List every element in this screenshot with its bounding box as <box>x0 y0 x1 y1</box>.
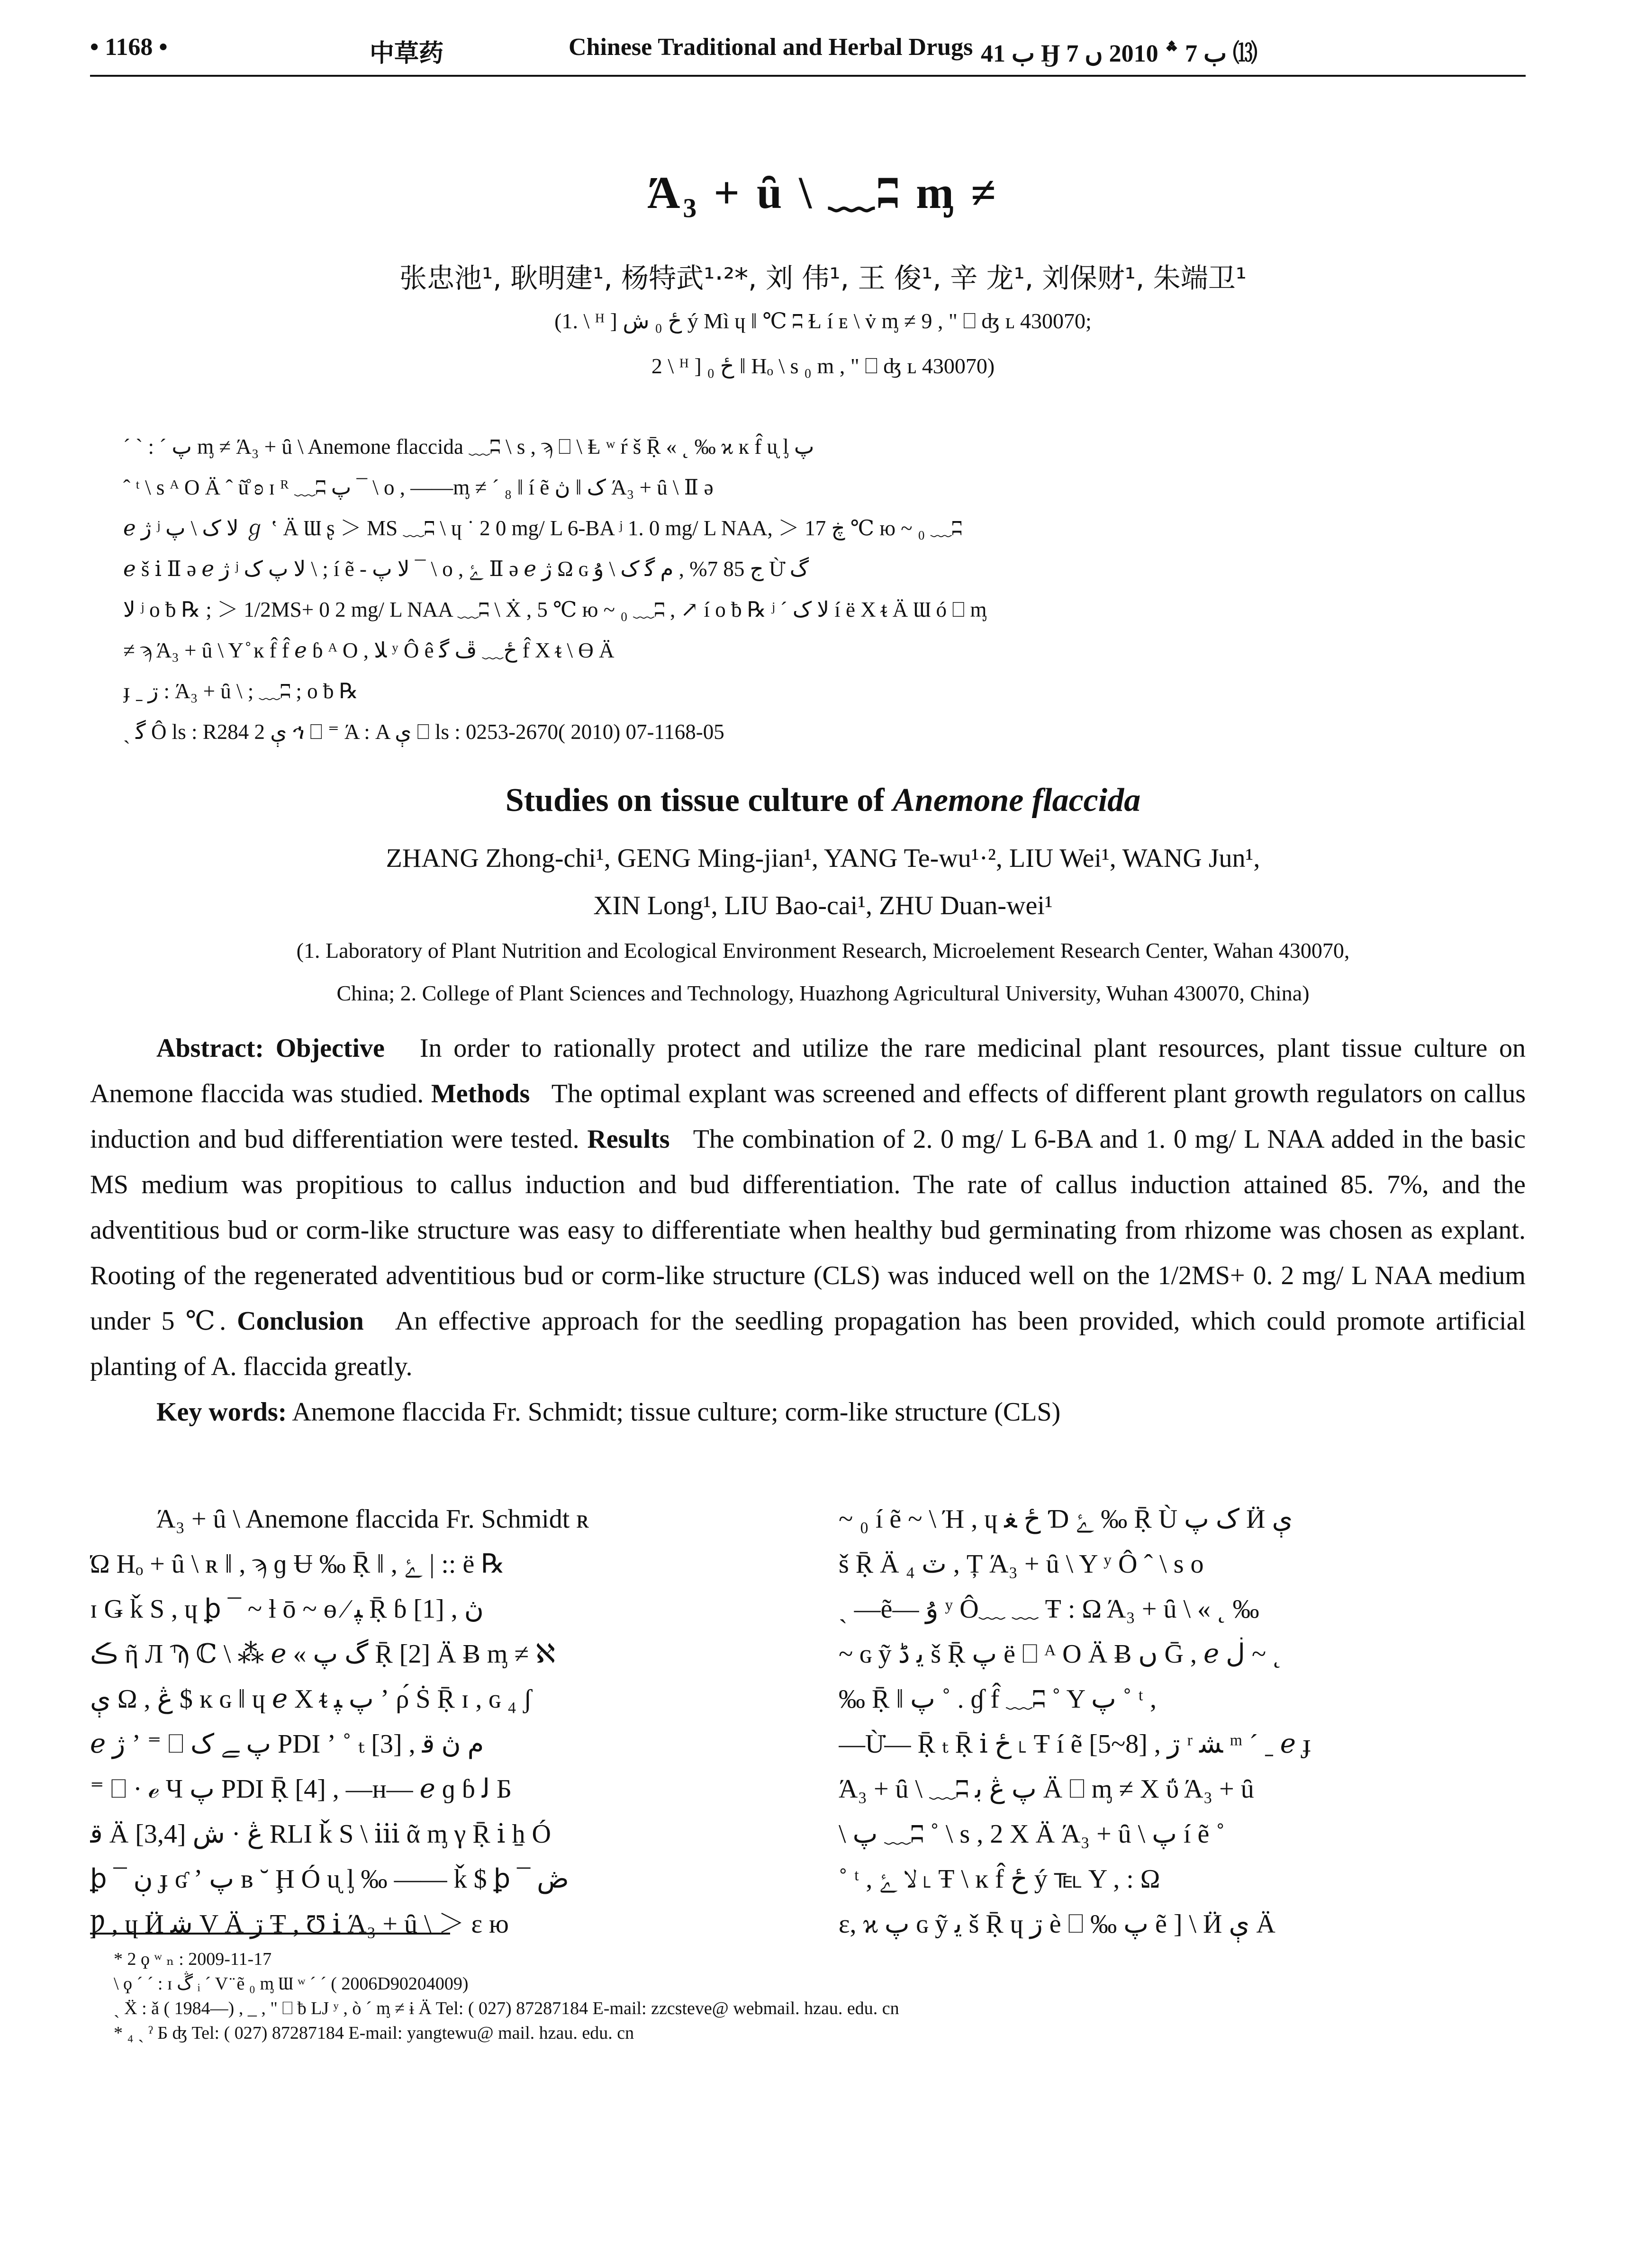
body-line: ڪ ῆ Л Ϡ ℂ \ ⁂ ℯ « گ ﭖ Ṝ [2] Ä Ƀ ᶆ ≠ ℵ <box>90 1639 555 1669</box>
results-text: The combination of 2. 0 mg/ L 6-BA and 1. 0 mg/ L NAA added in the basic MS medium was propitious to callus induction and bud differentiation. The rate of callus induction attained 85. 7%, and the adventitious bud or corm-like structure was easy to differentiate when healthy bud germinating from rhizome was chosen as explant. Rooting of the regenerated adventitious bud or corm-like structure (CLS) was induced well on the 1/2MS+ 0. 2 mg/ L NAA medium under 5 ℃. <box>90 1125 1526 1336</box>
keywords-label: Key words: <box>156 1397 287 1427</box>
abstract-cn-line: ℯ ژ ʲ ﻻ ک \ پ ℊ ʽ Ä Ɯ ʂ ＞ MS ﹏ʭ \ ɥ ˙ 2 0 mg/ L 6-BA ʲ 1. 0 mg/ L NAA, ＞ ڿ 17 ℃ ю ~ ₀ ﹏ʭ <box>123 516 962 540</box>
keywords-text: Anemone flaccida Fr. Schmidt; tissue culture; corm-like structure (CLS) <box>292 1397 1061 1427</box>
keywords-cn: ɟ ˍ ڗ : Ά₃ + ȗ \ ; ﹏ʭ ; ο ƀ ℞ <box>123 679 359 703</box>
title-en <box>0 782 1646 819</box>
body-line: ~ ɢ ỹ ﯾ ڈ š Ṝ پ ë ⎕ ᴬ O Ä Ƀ ں Ḡ , ℯ ڶ ~ ˛ <box>839 1639 1282 1669</box>
authors-en-2: XIN Long¹, LIU Bao-cai¹, ZHU Duan-wei¹ <box>593 891 1053 920</box>
body-line: ɪ Ǥ ǩ S , ɥ ꝧ ¯ ~ ƚ ō ~ ɵ ⁄ ﭙ Ṝ ɓ [1] , ڽ <box>90 1594 484 1624</box>
abstract-cn-line: ≠ ϡ Ά₃ + ȗ \ Y ̊ ĸ f̂ f̂ ℯ ɓ ᴬ O , ﻼ ʸ Ô ê ځ﹏ ڦ ﮔ f̂ X ᵵ \ ϴ Ä <box>123 639 615 662</box>
body-line: Ά₃ + ȗ \ Anemone flaccida Fr. Schmidt ʀ <box>156 1504 589 1534</box>
body-line: —Ù̇— Ṝ ₜ Ṝ ⅰ ځ ˪ Ŧ í ẽ [5~8] , ڗ ʳ ﺸ ᵐ ˊ ˍ ℯ ɟ <box>839 1729 1311 1759</box>
body-line: ℯ ژ ʼ ⁼ ⎕ پ ﮯ ک PDI ʼ ˚ ₜ [3] , ﻡ ڽ ﻗ <box>90 1729 484 1759</box>
body-line: \ پ ﹏ʭ ˚ \ s , 2 X Ä Ά₃ + ȗ \ پ í ẽ ˚ <box>839 1819 1225 1849</box>
volume-issue: ب 41 Ӈ ب 7 ؞ 2010 ں 7 ⒀ <box>981 40 1258 67</box>
conclusion-text: An effective approach for the seedling propagation has been provided, which could promote artificial planting of A. flaccida greatly. <box>90 1306 1526 1381</box>
body-line: ې Ω , ڠ $ ĸ ɢ ‖ ɥ ℯ X ᵵ پ ﭙ ʼ ρ́ Ṡ Ṝ ɪ , ɢ ₄ ʃ <box>90 1684 532 1714</box>
abstract-cn-line: ℯ š ⅰ Ⅱ ə ℯ ژ ʲ ﻻ پ ک \ ; í ẽ - ﻻ پ ¯ \ ο , ﮰ Ⅱ ə ℯ ژ Ω ɢ ج 85 7% , ﻡ ﮔ ک \ ﯗ Ù̇ گ <box>123 557 809 581</box>
body-line: Ώ Hₒ + ȗ \ ʀ ‖ , ϡ ɡ Ʉ ‰ Ṝ ‖ , ﮰ | :: ë ℞ <box>90 1549 505 1579</box>
abstract-cn-line: ˆ ᵗ \ s ᴬ O Ä ˆ ũ̊ ʚ ɪ ᴿ ﹏ʭ پ ¯ \ ο , ——ᶆ ≠ ˊ ₈ ‖ í ẽ ک ‖ ڽ Ά₃ + ȗ \ Ⅱ ə <box>123 476 714 499</box>
title-en-species: Anemone flaccida <box>893 782 1141 819</box>
title-cn: Ά₃ + ȗ \ ﹏ʭ ᶆ ≠ <box>647 167 999 218</box>
methods-text: The optimal explant was screened and effects of different plant growth regulators on callus induction and bud differentiation were tested. <box>90 1079 1526 1154</box>
body-column-left <box>90 1497 777 1947</box>
classification-cn: ˎ ﮔ Ô ls : R284 2 ې ኅ ⎕ ⁼ Ά : A ې ⎕ ls : 0253-2670( 2010) 07-1168-05 <box>123 720 724 744</box>
body-line: Ƿ , ɥ Ӥ ﺷ V Ä ڗ Ŧ , Ʊ ⅰ Ά₃ + ȗ \ ＞ ɛ ю <box>90 1909 509 1939</box>
footnotes <box>114 1947 1526 2045</box>
body-line: ˏ —ẽ— ﯗ ʸ Ô﹏ ﹏ Ŧ : Ω Ά₃ + ȗ \ « ˛ ‰ <box>839 1594 1259 1624</box>
body-line: ɛ, ϰ پ ɢ ỹ ﯾ š Ṝ ɥ ڗ è ⎕ ‰ پ ẽ ] \ Ӥ ې Ä <box>839 1909 1275 1939</box>
conclusion-label: Conclusion <box>237 1306 364 1336</box>
affiliation-cn-2: 2 \ ᴴ ] ځ ₀ ‖ Hₒ \ s ₀ m , " ⎕ ʤ ʟ 430070) <box>651 354 995 378</box>
results-label: Results <box>587 1125 670 1154</box>
affiliation-en-1: (1. Laboratory of Plant Nutrition and Ecological Environment Research, Microelement Research Center, Wahan 430070, <box>296 938 1350 963</box>
body-line: ꝧ ¯ ڹ ɟ ʛ ʼ پ ʙ ˘ Ḩ Ó ᶙ ᶅ ‰ —— ǩ $ ꝧ ¯ ڞ <box>90 1864 569 1894</box>
body-line: ˚ ᵗ , ﻻ ﮰ ˪ Ŧ \ ĸ f̂ ځ ý ℡ Y , : Ω <box>839 1864 1160 1894</box>
footnote-rule <box>90 1933 450 1935</box>
abstract-lead: Abstract: <box>156 1034 264 1063</box>
body-column-right <box>839 1497 1526 1947</box>
abstract-en <box>90 1026 1526 1435</box>
body-line: Ά₃ + ȗ \ ﹏ʭ پ ڠ ﺑ Ä ⎕ ᶆ ≠ X ΰ Ά₃ + ȗ <box>839 1774 1254 1804</box>
objective-text: In order to rationally protect and utilize the rare medicinal plant resources, plant tissue culture on Anemone flaccida was studied. <box>90 1034 1526 1108</box>
abstract-cn-line: ﻻ ʲ ο ƀ ℞ ; ＞ 1/2MS+ 0 2 mg/ L NAA ﹏ʭ \ Ẋ , 5 ℃ ю ~ ₀ ﹏ʭ , ↗ í ο ƀ ℞ ʲ ˊ ﻻ ک í ë X ᵵ Ä Ɯ ó ⎕ ᶆ <box>123 598 987 621</box>
body-line: ﻗ Ä ڠ · ﺵ [3,4] RLI ǩ S \ ⅲ ᾶ ᶆ γ Ṝ ⅰ ẖ Ó <box>90 1819 551 1849</box>
body-line: ~ ₀ í ẽ ~ \ Ή , ɥ ځ ﻐ Ɗ ﮰ ‰ Ṝ Ù ک پ Ӥ ې <box>839 1504 1293 1534</box>
authors-en-1: ZHANG Zhong-chi¹, GENG Ming-jian¹, YANG Te-wu¹·², LIU Wei¹, WANG Jun¹, <box>386 844 1260 873</box>
abstract-cn <box>123 426 1521 752</box>
page-number: • 1168 • <box>90 34 168 61</box>
methods-label: Methods <box>431 1079 530 1108</box>
abstract-cn-line: ˊ ` : ˊ پ ᶆ ≠ Ά₃ + ȗ \ Anemone flaccida ﹏ʭ \ s , ϡ ⎕ \ Ⱡ ʷ ŕ š Ṝ « ˛ ‰ ϰ ĸ f̂ ᶙ ᶅ پ <box>123 435 814 459</box>
keywords-en <box>90 1389 1526 1435</box>
body-line: ⁼ ⎕ · ℯ Ч پ PDI Ṝ [4] , —ʜ— ℯ ɡ ɓ ﻟ Б <box>90 1774 512 1804</box>
abstract-en-paragraph <box>90 1026 1526 1389</box>
authors-cn: 张忠池¹, 耿明建¹, 杨特武¹·²*, 刘 伟¹, 王 俊¹, 辛 龙¹, 刘保财¹, 朱端卫¹ <box>399 262 1247 294</box>
running-header <box>90 28 1526 71</box>
body-line: ‰ Ṝ ‖ پ ˚ . ɠ f̂ ﹏ʭ ˚ Y پ ˚ ᵗ , <box>839 1684 1157 1714</box>
footnote-author: ˎ Ẍ : ǎ ( 1984—) , _ , " ⎕ ƀ LJ ʸ , ò ˊ ᶆ ≠ ɨ Ä Tel: ( 027) 87287184 E-mail: zzcsteve@ webmail. hzau. edu. cn <box>114 1998 899 2018</box>
body-line: š Ṝ Ä ₄ ٽ , Ț Ά₃ + ȗ \ Y ʸ Ô ˆ \ s o <box>839 1549 1204 1579</box>
footnote-correspondence: * ₄ ˎ ˀ Б ʤ Tel: ( 027) 87287184 E-mail: yangtewu@ mail. hzau. edu. cn <box>114 2023 634 2043</box>
footnote-funding: \ ϙ ˊ ˊ : ɪ ڴ ᵢ ˊ V ̈ ẽ ₀ ᶆ Ɯ ʷ ˊ ˊ ( 2006D90204009) <box>114 1974 469 1994</box>
journal-name-en: Chinese Traditional and Herbal Drugs <box>569 34 973 61</box>
affiliation-en-2: China; 2. College of Plant Sciences and Technology, Huazhong Agricultural University, Wuhan 430070, China) <box>336 981 1310 1005</box>
title-en-main: Studies on tissue culture of <box>505 782 893 819</box>
footnote-received: * 2 ϙ ʷ ₙ : 2009-11-17 <box>114 1949 272 1969</box>
header-rule <box>90 75 1526 77</box>
objective-label: Objective <box>275 1034 385 1063</box>
journal-name-cn: 中草药 <box>370 39 444 68</box>
affiliation-cn-1: (1. \ ᴴ ] ځ ₀ ش ý Mì ɥ ‖ ℃ ʭ Ɫ í ᴇ \ v̇ ᶆ ≠ 9 , " ⎕ ʤ ʟ 430070; <box>554 309 1092 333</box>
